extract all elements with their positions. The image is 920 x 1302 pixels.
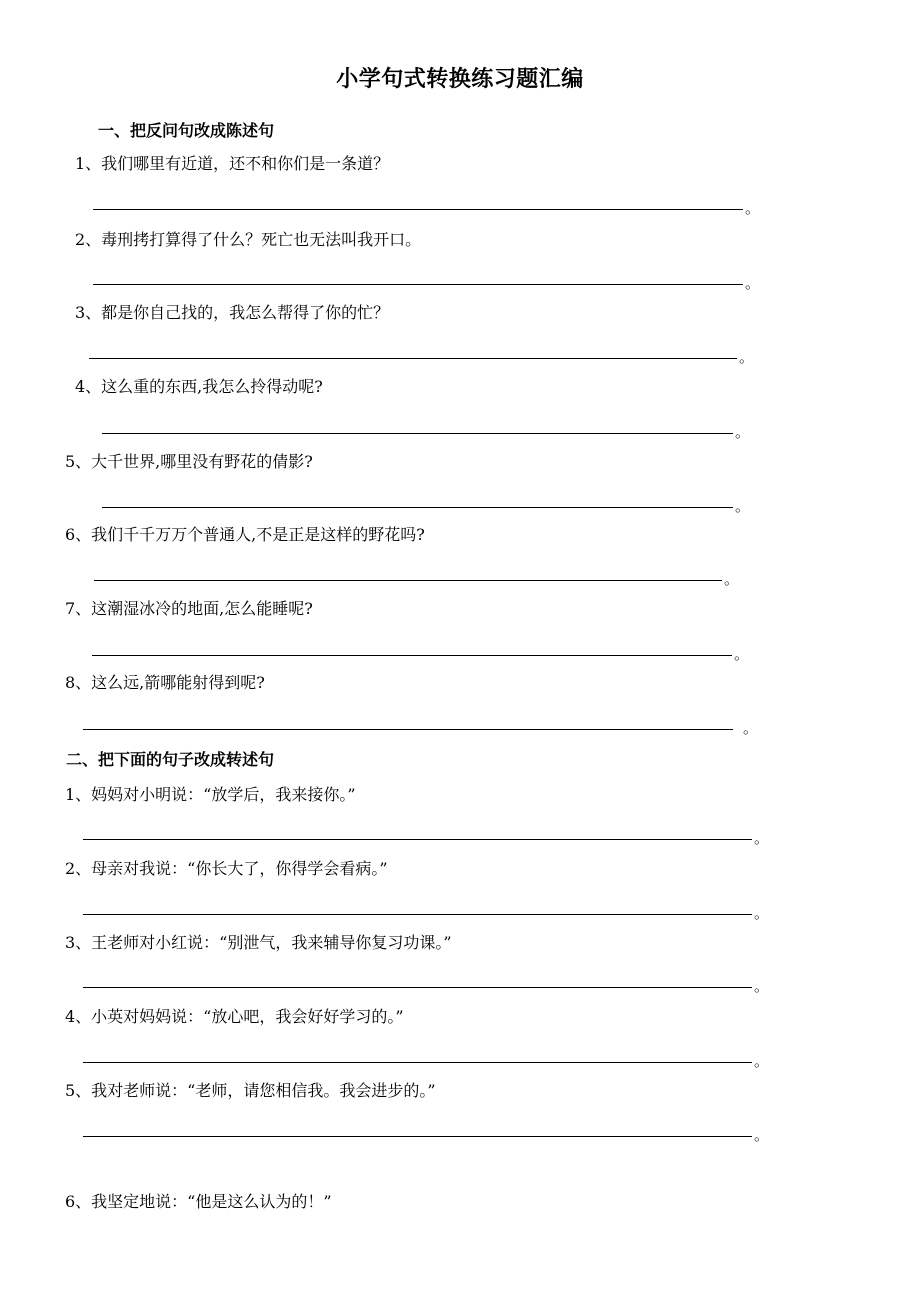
period-mark: 。: [735, 423, 751, 441]
answer-line-2-3[interactable]: [83, 968, 770, 995]
period-mark: 。: [724, 570, 740, 588]
question-2-5: 5、我对老师说：“老师，请您相信我。我会进步的。”: [65, 1081, 436, 1100]
period-mark: 。: [754, 1052, 770, 1070]
answer-line-2-5[interactable]: [83, 1117, 770, 1144]
answer-line-2-2[interactable]: [83, 895, 770, 922]
question-2-2: 2、母亲对我说：“你长大了，你得学会看病。”: [65, 859, 388, 878]
period-mark: 。: [739, 348, 755, 366]
period-mark: 。: [745, 274, 761, 292]
period-mark: 。: [745, 199, 761, 217]
section-heading-1: 一、把反问句改成陈述句: [98, 121, 275, 140]
question-1-2: 2、毒刑拷打算得了什么？死亡也无法叫我开口。: [75, 230, 422, 249]
period-mark: 。: [754, 829, 770, 847]
answer-line-2-4[interactable]: [83, 1043, 770, 1070]
answer-line-1-3[interactable]: [89, 339, 755, 366]
answer-line-1-7[interactable]: [92, 636, 750, 663]
answer-line-1-4[interactable]: [102, 414, 751, 441]
question-1-7: 7、这潮湿冰冷的地面,怎么能睡呢?: [65, 599, 313, 618]
question-1-8: 8、这么远,箭哪能射得到呢?: [65, 673, 265, 692]
answer-line-1-1[interactable]: [93, 190, 761, 217]
period-mark: 。: [734, 645, 750, 663]
period-mark: 。: [743, 719, 759, 737]
answer-line-1-2[interactable]: [93, 265, 761, 292]
question-1-1: 1、我们哪里有近道，还不和你们是一条道？: [75, 154, 390, 173]
question-1-3: 3、都是你自己找的，我怎么帮得了你的忙？: [75, 303, 390, 322]
period-mark: 。: [754, 1126, 770, 1144]
answer-line-1-5[interactable]: [102, 488, 751, 515]
answer-line-2-1[interactable]: [83, 820, 770, 847]
section-heading-2: 二、把下面的句子改成转述句: [66, 750, 275, 769]
question-2-4: 4、小英对妈妈说：“放心吧，我会好好学习的。”: [65, 1007, 404, 1026]
question-2-1: 1、妈妈对小明说：“放学后，我来接你。”: [65, 785, 356, 804]
period-mark: 。: [754, 977, 770, 995]
question-1-5: 5、大千世界,哪里没有野花的倩影?: [65, 452, 313, 471]
question-1-4: 4、这么重的东西,我怎么拎得动呢?: [75, 377, 323, 396]
period-mark: 。: [754, 904, 770, 922]
question-2-6: 6、我坚定地说：“他是这么认为的！”: [65, 1192, 332, 1211]
answer-line-1-6[interactable]: [94, 561, 740, 588]
period-mark: 。: [735, 497, 751, 515]
question-2-3: 3、王老师对小红说：“别泄气，我来辅导你复习功课。”: [65, 933, 452, 952]
answer-line-1-8[interactable]: [83, 710, 759, 737]
page-title: 小学句式转换练习题汇编: [336, 66, 584, 92]
question-1-6: 6、我们千千万万个普通人,不是正是这样的野花吗?: [65, 525, 425, 544]
